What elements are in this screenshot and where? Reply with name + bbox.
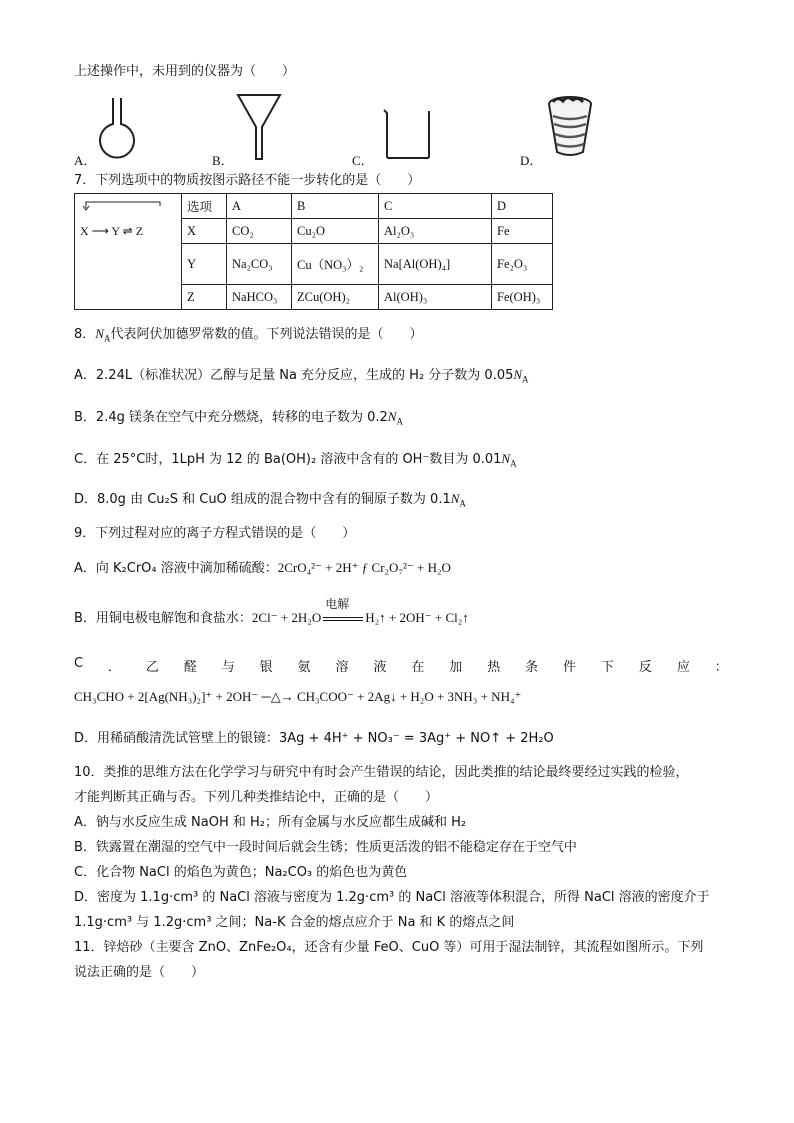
char: 下: [600, 660, 614, 675]
q7-cell: ZCu(OH)₂: [292, 285, 379, 310]
electrolysis-arrow: [321, 597, 365, 628]
q7-cell: Cu₂O: [292, 219, 379, 244]
q10-option-d-line2: 1.1g·cm³ 与 1.2g·cm³ 之间；Na-K 合金的熔点应介于 Na 和 K 的熔点之间: [74, 915, 515, 930]
funnel-icon: [236, 93, 282, 161]
q7-cell: Na[Al(OH)₄]: [379, 244, 492, 285]
q10-stem-line2: 才能判断其正确与否。下列几种类推结论中，正确的是（ ）: [74, 790, 439, 805]
q10-option-d-line1: D．密度为 1.1g·cm³ 的 NaCl 溶液与密度为 1.2g·cm³ 的 NaCl 溶液等体积混合，所得 NaCl 溶液的密度介于: [74, 890, 710, 905]
option-d-label: D．: [520, 153, 543, 168]
q9-option-a: [74, 559, 451, 578]
q9-option-b-text: B．用铜电极电解饱和食盐水：: [74, 611, 252, 626]
char: 银: [259, 660, 273, 675]
q7-table: [74, 193, 553, 310]
q7-path-diagram: [75, 194, 182, 310]
na-subscript: A: [103, 333, 111, 344]
beaker-icon: [380, 108, 434, 160]
question-intro: 上述操作中，未用到的仪器为（ ）: [74, 64, 296, 79]
char: 热: [487, 660, 501, 675]
q9-option-b: [74, 597, 469, 628]
na-subscript: A: [510, 458, 517, 469]
char: 氨: [297, 660, 311, 675]
na-symbol: N: [513, 367, 523, 382]
char: ．: [107, 660, 121, 675]
q8-option-c: [74, 450, 517, 469]
q11-stem-line2: 说法正确的是（ ）: [74, 965, 205, 980]
na-subscript: A: [522, 374, 529, 385]
char: 液: [373, 660, 387, 675]
char: 件: [563, 660, 577, 675]
q8-option-d: [74, 490, 466, 509]
q7-cell: Al₂O₃: [379, 219, 492, 244]
round-bottom-flask-icon: [92, 96, 142, 160]
q7-header-a: A: [227, 194, 292, 219]
na-symbol: N: [95, 326, 104, 341]
char: 反: [638, 660, 652, 675]
q11-stem-line1: 11．锌焙砂（主要含 ZnO、ZnFe₂O₄，还含有少量 FeO、CuO 等）可用于湿法制锌，其流程如图所示。下列: [74, 940, 704, 955]
q7-cell: Na₂CO₃: [227, 244, 292, 285]
q7-cell: Fe₂O₃: [492, 244, 553, 285]
char: 与: [221, 660, 235, 675]
q9-option-d: D．用稀硝酸清洗试管壁上的银镜：3Ag + 4H⁺ + NO₃⁻ = 3Ag⁺ + NO↑ + 2H₂O: [74, 731, 554, 746]
option-a-label: A．: [74, 153, 97, 168]
q10-option-b: B．铁露置在潮湿的空气中一段时间后就会生锈；性质更活泼的铝不能稳定存在于空气中: [74, 840, 577, 855]
na-subscript: A: [459, 498, 466, 509]
q9-option-a-text: A．向 K₂CrO₄ 溶液中滴加稀硫酸：: [74, 561, 278, 576]
char: 条: [525, 660, 539, 675]
q7-cell: Fe: [492, 219, 553, 244]
q7-row-z-label: Z: [182, 285, 227, 310]
char: 醛: [183, 660, 197, 675]
q8-option-b: [74, 408, 403, 427]
option-c-label: C．: [352, 153, 374, 168]
q7-cell: Fe(OH)₃: [492, 285, 553, 310]
char: 加: [449, 660, 463, 675]
char: ：: [714, 660, 728, 675]
char: 在: [411, 660, 425, 675]
char: 应: [676, 660, 690, 675]
q7-header-option: 选项: [182, 194, 227, 219]
char: C: [74, 656, 84, 671]
q7-cell: CO₂: [227, 219, 292, 244]
na-subscript: A: [396, 416, 403, 427]
q8-stem-line: 8．$N_A$代表阿伏加德罗常数的值。下列说法错误的是（ ）: [74, 326, 423, 344]
q9-option-b-equation-right: H₂↑ + 2OH⁻ + Cl₂↑: [365, 610, 469, 625]
char: 乙: [145, 660, 159, 675]
q9-option-c-equation: CH₃CHO + 2[Ag(NH₃)₂]⁺ + 2OH⁻ ─△→ CH₃COO⁻ + 2Ag↓ + H₂O + 3NH₃ + NH₄⁺: [74, 689, 522, 704]
q9-option-c-stem: [74, 656, 728, 675]
na-symbol: N: [387, 409, 397, 424]
option-b-label: B．: [212, 153, 234, 168]
q7-row-x-label: X: [182, 219, 227, 244]
q7-cell: Al(OH)₃: [379, 285, 492, 310]
q8-option-a: [74, 366, 529, 385]
q10-stem-line1: 10．类推的思维方法在化学学习与研究中有时会产生错误的结论，因此类推的结论最终要经过实践的检验，: [74, 765, 689, 780]
q8-option-c-text: C．在 25°C时，1LpH 为 12 的 Ba(OH)₂ 溶液中含有的 OH⁻数目为 0.01: [74, 452, 502, 467]
q7-header-c: C: [379, 194, 492, 219]
q10-option-c: C．化合物 NaCl 的焰色为黄色；Na₂CO₃ 的焰色也为黄色: [74, 865, 408, 880]
electrolysis-label: 电解: [325, 597, 350, 611]
char: 溶: [335, 660, 349, 675]
q7-stem: 7．下列选项中的物质按图示路径不能一步转化的是（ ）: [74, 173, 421, 188]
na-symbol: N: [450, 491, 460, 506]
q8-option-b-text: B．2.4g 镁条在空气中充分燃烧，转移的电子数为 0.2: [74, 410, 388, 425]
crucible-icon: [545, 94, 595, 160]
q7-header-b: B: [292, 194, 379, 219]
q8-stem: 代表阿伏加德罗常数的值。下列说法错误的是（ ）: [110, 327, 423, 342]
q9-stem: 9．下列过程对应的离子方程式错误的是（ ）: [74, 526, 356, 541]
na-symbol: N: [501, 451, 511, 466]
q8-option-d-text: D．8.0g 由 Cu₂S 和 CuO 组成的混合物中含有的铜原子数为 0.1: [74, 492, 451, 507]
q7-cell: Cu（NO₃）₂: [292, 244, 379, 285]
q7-diagram-label: X ⟶ Y ⇌ Z: [80, 224, 144, 238]
q9-option-a-equation: 2CrO₄²⁻ + 2H⁺ ƒ Cr₂O₇²⁻ + H₂O: [277, 560, 451, 575]
q7-header-d: D: [492, 194, 553, 219]
q8-option-a-text: A．2.24L（标准状况）乙醇与足量 Na 充分反应，生成的 H₂ 分子数为 0.05: [74, 368, 514, 383]
q9-option-b-equation-left: 2Cl⁻ + 2H₂O: [251, 610, 322, 625]
q7-cell: NaHCO₃: [227, 285, 292, 310]
q7-row-y-label: Y: [182, 244, 227, 285]
q10-option-a: A．钠与水反应生成 NaOH 和 H₂；所有金属与水反应都生成碱和 H₂: [74, 815, 467, 830]
